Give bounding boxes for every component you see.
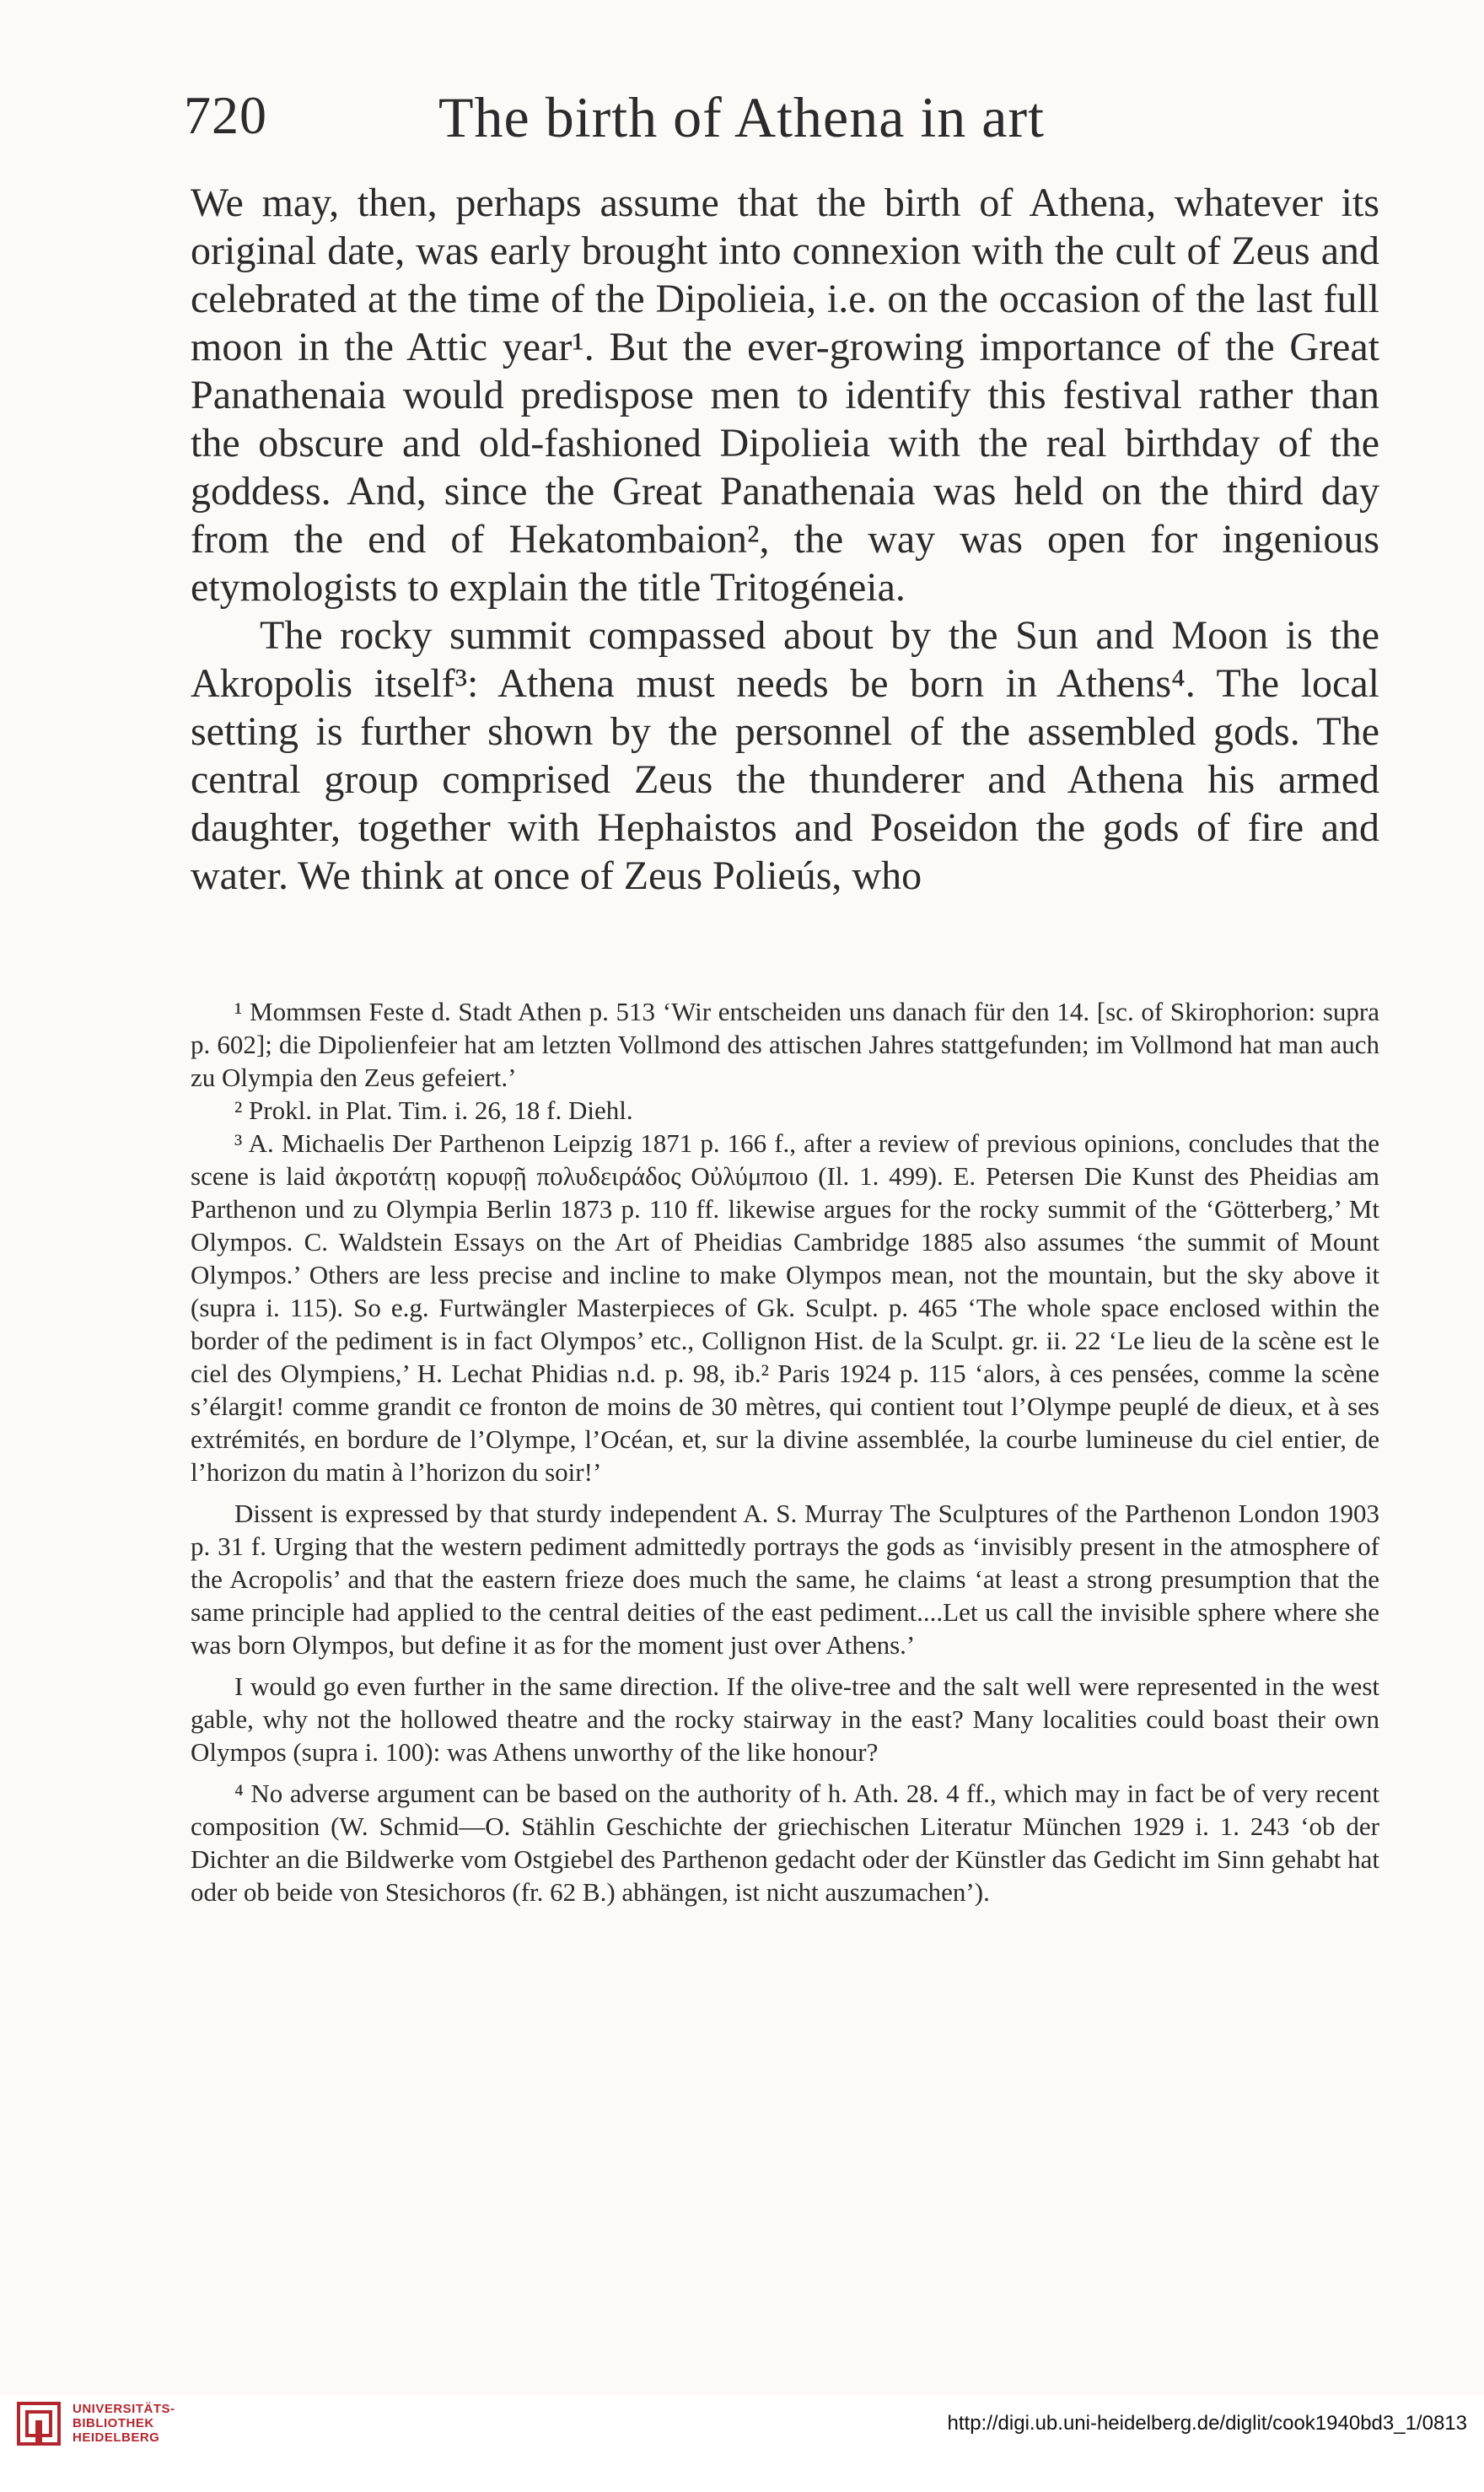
library-logo[interactable]: [17, 2395, 186, 2471]
footnote-3: ³ A. Michaelis Der Parthenon Leipzig 1871 p. 166 f., after a review of previous opinions, concludes that the scene is laid ἀκροτάτῃ κορυφῇ πολυδειράδος Οὐλύμποιο (Il. 1. 499). E. Petersen Die Kunst des Pheidias am Parthenon und zu Olympia Berlin 1873 p. 110 ff. likewise argues for the rocky summit of the ‘Götterberg,’ Mt Olympos. C. Waldstein Essays on the Art of Pheidias Cambridge 1885 also assumes ‘the summit of Mount Olympos.’ Others are less precise and incline to make Olympos mean, not the mountain, but the sky above it (supra i. 115). So e.g. Furtwängler Masterpieces of Gk. Sculpt. p. 465 ‘The whole space enclosed within the border of the pediment is in fact Olympos’ etc., Collignon Hist. de la Sculpt. gr. ii. 22 ‘Le lieu de la scène est le ciel des Olympiens,’ H. Lechat Phidias n.d. p. 98, ib.² Paris 1924 p. 115 ‘alors, à ces pensées, comme la scène s’élargit! comme grandit ce fronton de moins de 30 mètres, qui contient tout l’Olympe peuplé de dieux, et à ses extrémités, en bordure de l’Olympe, l’Océan, et, sur la divine assemblée, la courbe lumineuse du ciel entier, de l’horizon du matin à l’horizon du soir!’: [191, 1128, 1379, 1487]
logo-line-2: BIBLIOTHEK: [73, 2416, 154, 2430]
footnote-3-continued-2: I would go even further in the same direction. If the olive-tree and the salt well were represented in the west gable, why not the hollowed theatre and the rocky stairway in the east? Many localities could boast their own Olympos (supra i. 100): was Athens unworthy of the like honour?: [191, 1671, 1379, 1767]
footnote-4: ⁴ No adverse argument can be based on the authority of h. Ath. 28. 4 ff., which may in fact be of very recent composition (W. Schmid—O. Stählin Geschichte der griechischen Literatur München 1929 i. 1. 243 ‘ob der Dichter an die Bildwerke vom Ostgiebel des Parthenon gedacht oder der Künstler das Gedicht im Sinn gehabt hat oder ob beide von Stesichoros (fr. 62 B.) abhängen, ist nicht auszumachen’).: [191, 1779, 1379, 1907]
library-logo-text: [73, 2402, 175, 2445]
paragraph-1: We may, then, perhaps assume that the birth of Athena, whatever its original date, was early brought into connexion with the cult of Zeus and celebrated at the time of the Dipolieia, i.e. on the occasion of the last full moon in the Attic year¹. But the ever-growing importance of the Great Panathenaia would predispose men to identify this festival rather than the obscure and old-fashioned Dipolieia with the real birthday of the goddess. And, since the Great Panathenaia was held on the third day from the end of Hekatombaion², the way was open for ingenious etymologists to explain the title Tritogéneia.: [191, 180, 1379, 610]
main-text: [191, 179, 1379, 900]
footnotes: [191, 995, 1379, 1908]
logo-line-3: HEIDELBERG: [73, 2430, 160, 2445]
footnote-1: ¹ Mommsen Feste d. Stadt Athen p. 513 ‘Wir entscheiden uns danach für den 14. [sc. of Skirophorion: supra p. 602]; die Dipolienfeier hat am letzten Vollmond des attischen Jahres stattgefunden; im Vollmond hat man auch zu Olympia den Zeus gefeiert.’: [191, 997, 1379, 1092]
library-logo-icon: [17, 2402, 61, 2446]
page-footer: [0, 2395, 1484, 2492]
running-title: The birth of Athena in art: [438, 85, 1046, 149]
footnote-3-continued: Dissent is expressed by that sturdy independent A. S. Murray The Sculptures of the Parthenon London 1903 p. 31 f. Urging that the western pediment admittedly portrays the gods as ‘invisibly present in the atmosphere of the Acropolis’ and that the eastern frieze does much the same, he claims ‘at least a strong presumption that the same principle had applied to the central deities of the east pediment....Let us call the invisible sphere where she was born Olympos, but define it as for the moment just over Athens.’: [191, 1499, 1379, 1660]
source-url-link[interactable]: http://digi.ub.uni-heidelberg.de/diglit/cook1940bd3_1/0813: [947, 2412, 1467, 2435]
page-number: 720: [184, 85, 267, 145]
paragraph-2: The rocky summit compassed about by the Sun and Moon is the Akropolis itself³: Athena must needs be born in Athens⁴. The local setting is further shown by the personnel of the assembled gods. The central group comprised Zeus the thunderer and Athena his armed daughter, together with Hephaistos and Poseidon the gods of fire and water. We think at once of Zeus Polieús, who: [191, 613, 1379, 898]
footnote-2: ² Prokl. in Plat. Tim. i. 26, 18 f. Diehl.: [234, 1095, 633, 1125]
logo-line-1: UNIVERSITÄTS-: [73, 2402, 175, 2416]
page-header: [169, 84, 1383, 160]
